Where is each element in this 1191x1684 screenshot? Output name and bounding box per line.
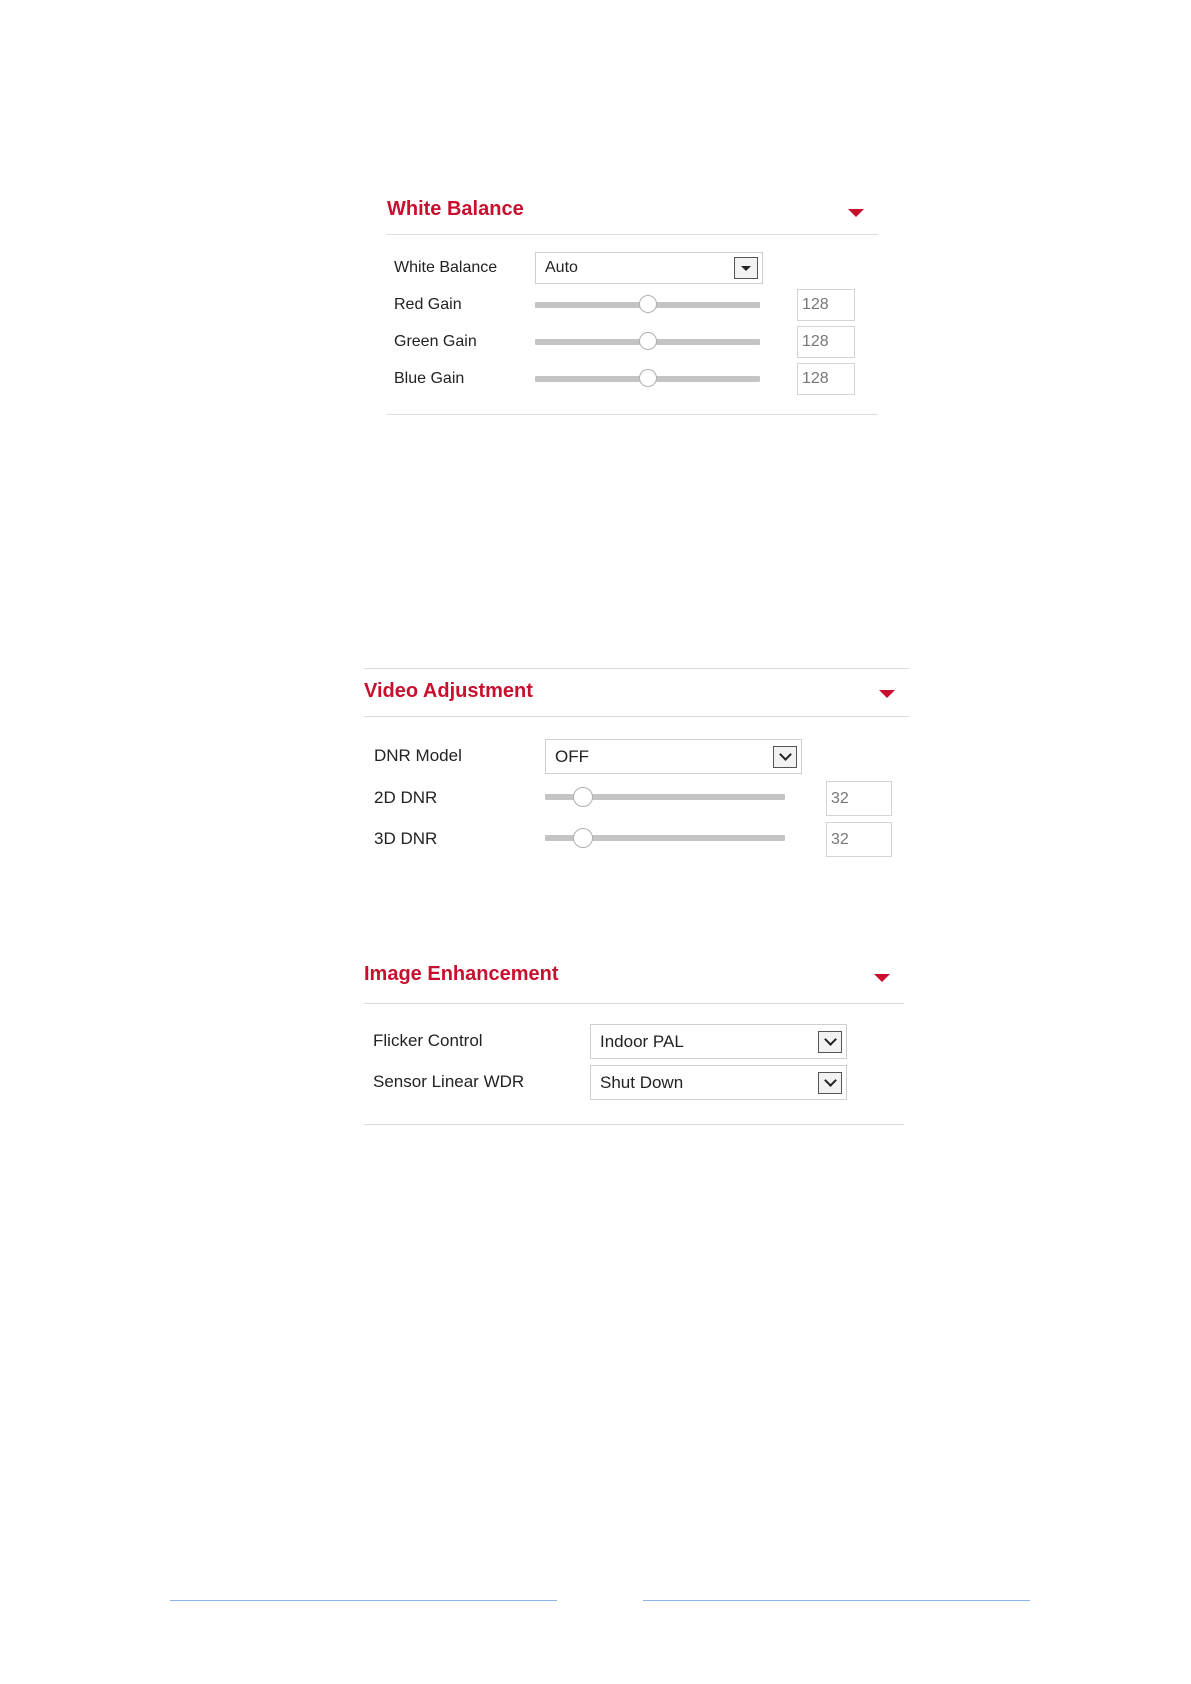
slider-thumb[interactable] (573, 787, 593, 807)
green-gain-label: Green Gain (394, 333, 477, 350)
sensor-wdr-select[interactable] (590, 1065, 847, 1100)
white-balance-mode-select[interactable] (535, 252, 763, 284)
chevron-down-icon[interactable] (773, 746, 797, 768)
dnr-3d-row (364, 822, 909, 856)
sensor-wdr-value: Shut Down (600, 1073, 684, 1092)
image-enhancement-panel (364, 956, 904, 1128)
dnr-2d-slider[interactable] (545, 785, 785, 809)
dnr-2d-row (364, 781, 909, 815)
dnr-3d-input[interactable] (826, 822, 892, 857)
white-balance-mode-row (387, 252, 878, 286)
video-adjustment-header[interactable] (364, 669, 909, 717)
slider-thumb[interactable] (639, 295, 657, 313)
white-balance-title: White Balance (387, 198, 524, 220)
dnr-model-row (364, 739, 909, 773)
dropdown-arrow-icon[interactable] (734, 257, 758, 279)
dnr-model-select[interactable] (545, 739, 802, 774)
sensor-wdr-label: Sensor Linear WDR (373, 1072, 525, 1091)
flicker-control-select[interactable] (590, 1024, 847, 1059)
blue-gain-row (387, 363, 878, 397)
dnr-model-value: OFF (555, 747, 589, 766)
green-gain-input[interactable] (797, 326, 855, 358)
blue-gain-input[interactable] (797, 363, 855, 395)
red-gain-input[interactable] (797, 289, 855, 321)
flicker-control-value: Indoor PAL (600, 1032, 684, 1051)
image-enhancement-header[interactable] (364, 956, 904, 1004)
slider-thumb[interactable] (639, 369, 657, 387)
blue-gain-slider[interactable] (535, 367, 760, 391)
collapse-caret-icon[interactable] (874, 974, 890, 982)
collapse-caret-icon[interactable] (879, 690, 895, 698)
white-balance-divider (387, 414, 878, 415)
image-enhancement-title: Image Enhancement (364, 963, 559, 985)
footer-line-left (170, 1600, 557, 1601)
collapse-caret-icon[interactable] (848, 209, 864, 217)
white-balance-mode-value: Auto (545, 259, 578, 276)
slider-thumb[interactable] (639, 332, 657, 350)
flicker-control-row (364, 1024, 904, 1058)
sensor-wdr-row (364, 1065, 904, 1099)
dnr-2d-input[interactable] (826, 781, 892, 816)
dnr-2d-label: 2D DNR (374, 788, 438, 807)
slider-thumb[interactable] (573, 828, 593, 848)
footer-line-right (643, 1600, 1030, 1601)
white-balance-header[interactable] (387, 188, 878, 235)
red-gain-row (387, 289, 878, 323)
green-gain-row (387, 326, 878, 360)
green-gain-slider[interactable] (535, 330, 760, 354)
red-gain-slider[interactable] (535, 293, 760, 317)
video-adjustment-panel (364, 668, 909, 869)
chevron-down-icon[interactable] (818, 1072, 842, 1094)
white-balance-mode-label: White Balance (394, 259, 498, 276)
chevron-down-icon[interactable] (818, 1031, 842, 1053)
white-balance-panel (387, 188, 878, 418)
dnr-3d-slider[interactable] (545, 826, 785, 850)
red-gain-label: Red Gain (394, 296, 462, 313)
video-adjustment-title: Video Adjustment (364, 680, 533, 702)
dnr-model-label: DNR Model (374, 746, 462, 765)
flicker-control-label: Flicker Control (373, 1031, 483, 1050)
dnr-3d-label: 3D DNR (374, 829, 438, 848)
image-enhancement-divider (364, 1124, 904, 1125)
blue-gain-label: Blue Gain (394, 370, 465, 387)
